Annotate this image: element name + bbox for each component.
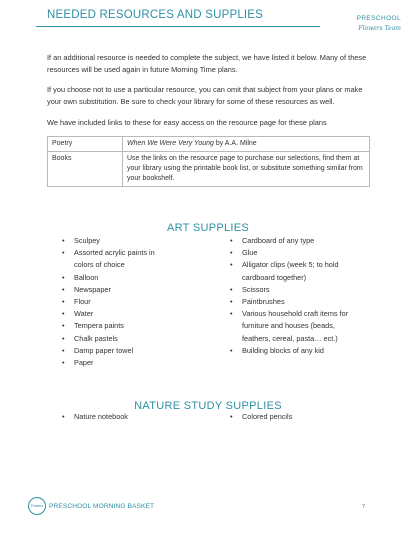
table-row xyxy=(48,152,370,187)
nature-supplies-list-right xyxy=(230,411,350,423)
table-row xyxy=(48,137,370,152)
page-number: 7 xyxy=(362,504,366,510)
resource-subject: Books xyxy=(48,152,123,187)
list-item: • Assorted acrylic paints in colors of choice xyxy=(62,247,170,271)
list-item: • Water xyxy=(62,308,170,320)
list-item: • Sculpey xyxy=(62,235,170,247)
brand-logo-top: PRESCHOOL xyxy=(356,15,401,22)
footer-logo-icon: Flowers xyxy=(28,497,46,515)
resource-value xyxy=(123,137,370,152)
list-item: • Various household craft items for furniture and houses (beads, feathers, cereal, pasta… ect.) xyxy=(230,308,350,345)
list-item: • Colored pencils xyxy=(230,411,350,423)
list-item: • Cardboard of any type xyxy=(230,235,350,247)
art-supplies-heading: ART SUPPLIES xyxy=(166,222,250,234)
brand-logo-script: Flowers Team xyxy=(358,25,401,32)
intro-paragraph-1: If an additional resource is needed to complete the subject, we have listed it below. Many of these resources will be used again in future Morning Time plans. xyxy=(47,53,367,74)
footer-brand: PRESCHOOL MORNING BASKET xyxy=(49,503,155,510)
page-title: NEEDED RESOURCES AND SUPPLIES xyxy=(47,9,264,21)
list-item: • Paper xyxy=(62,357,170,369)
list-item: • Building blocks of any kid xyxy=(230,345,350,357)
list-item: • Scissors xyxy=(230,284,350,296)
intro-paragraph-2: If you choose not to use a particular resource, you can omit that subject from your plans or make your own substitution. Be sure to check your library for some of these resources as well. xyxy=(47,85,363,106)
resources-table xyxy=(47,136,370,187)
art-supplies-list-left xyxy=(62,235,170,369)
art-supplies-list-right xyxy=(230,235,350,357)
resource-book-title: When We Were Very Young xyxy=(127,140,214,147)
header-divider xyxy=(36,26,320,27)
nature-supplies-list-left xyxy=(62,411,182,423)
list-item: • Flour xyxy=(62,296,170,308)
list-item: • Newspaper xyxy=(62,284,170,296)
nature-supplies-heading: NATURE STUDY SUPPLIES xyxy=(134,400,282,412)
resource-subject: Poetry xyxy=(48,137,123,152)
list-item: • Chalk pastels xyxy=(62,333,170,345)
resource-value: Use the links on the resource page to purchase our selections, find them at your library using the printable book list, or substitute something similar from your bookshelf. xyxy=(123,152,370,187)
list-item: • Balloon xyxy=(62,272,170,284)
list-item: • Paintbrushes xyxy=(230,296,350,308)
list-item: • Glue xyxy=(230,247,350,259)
list-item: • Damp paper towel xyxy=(62,345,170,357)
list-item: • Alligator clips (week 5; to hold cardboard together) xyxy=(230,259,350,283)
list-item: • Tempera paints xyxy=(62,320,170,332)
list-item: • Nature notebook xyxy=(62,411,182,423)
resource-book-author: by A.A. Milne xyxy=(213,140,257,147)
intro-paragraph-3: We have included links to these for easy access on the resource page for these plans xyxy=(47,118,327,127)
